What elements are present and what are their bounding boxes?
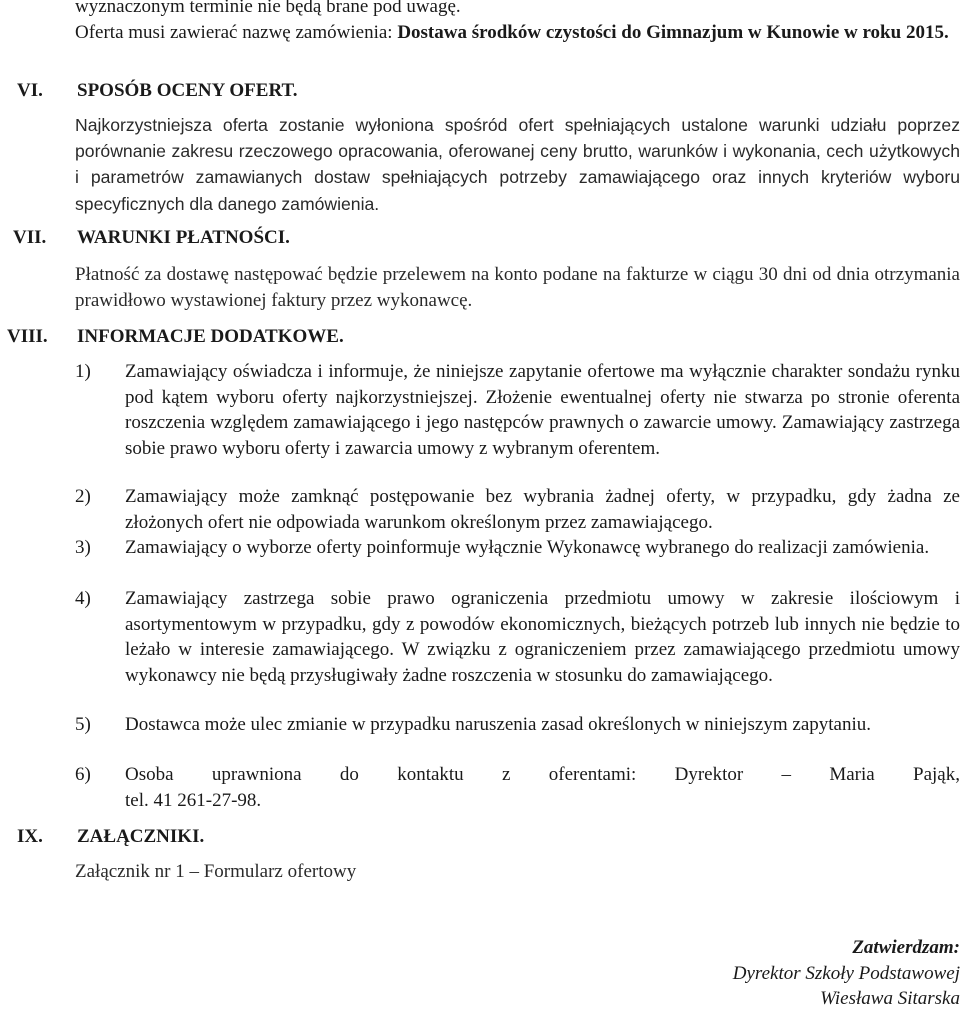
contact-line: Osoba uprawniona do kontaktu z oferentami: Dyrektor – Maria Pająk, [125,764,960,785]
intro-line-2 [75,20,960,46]
list-item-2-text: Zamawiający może zamknąć postępowanie bez wybrania żadnej oferty, w przypadku, gdy żadna ze złożonych ofert nie odpowiada warunkom określonym przez zamawiającego. [125,486,960,533]
list-item-4-number: 4) [75,588,91,609]
section-vi-text: Najkorzystniejsza oferta zostanie wyłoniona spośród ofert spełniających ustalone warunki udziału poprzez porównanie zakresu rzeczowego opracowania, oferowanej ceny brutto, warunków i wykonania, cech użytkowych i parametrów zamawianych dostaw spełniających potrzeby zamawiającego oraz innych kryteriów wyboru specyficznych dla danego zamówienia. [75,115,960,214]
signature-heading: Zatwierdzam: [852,937,960,958]
contact-phone: tel. 41 261-27-98. [125,789,262,811]
list-item-1-text: Zamawiający oświadcza i informuje, że niniejsze zapytanie ofertowe ma wyłącznie charakter sondażu rynku pod kątem wyboru oferty najkorzystniejszej. Złożenie ewentualnej oferty nie stwarza po stronie oferenta roszczenia względem zamawiającego i jego następców prawnych o zawarcie umowy. Zamawiający zastrzega sobie prawo wyboru oferty i zawarcia umowy z wybranym oferentem. [125,361,960,459]
list-item-6-text [125,762,960,813]
section-vii-text: Płatność za dostawę następować będzie przelewem na konto podane na fakturze w ciągu 30 dni od dnia otrzymania prawidłowo wystawionej faktury przez wykonawcę. [75,264,960,311]
list-item-5-number: 5) [75,714,91,735]
intro-block [75,0,960,45]
section-viii-title: INFORMACJE DODATKOWE. [77,326,344,347]
signature-title: Dyrektor Szkoły Podstawowej [732,962,960,984]
list-item-3-text: Zamawiający o wyborze oferty poinformuje wyłącznie Wykonawcę wybranego do realizacji zamówienia. [125,537,930,558]
intro-line-1: wyznaczonym terminie nie będą brane pod uwagę. [75,0,461,17]
list-item-3-number: 3) [75,537,91,558]
signature-block [733,935,960,1012]
section-vi-number: VI. [17,80,43,101]
section-ix-title: ZAŁĄCZNIKI. [77,826,205,847]
section-vii-title: WARUNKI PŁATNOŚCI. [77,227,290,248]
list-item-5-text: Dostawca może ulec zmianie w przypadku naruszenia zasad określonych w niniejszym zapytaniu. [125,714,872,735]
order-name: Dostawa środków czystości do Gimnazjum w Kunowie w roku 2015. [397,21,949,43]
signature-name: Wiesława Sitarska [820,988,960,1009]
section-viii-number: VIII. [7,326,48,347]
list-item-6-number: 6) [75,764,91,785]
section-vii-number: VII. [13,227,47,248]
list-item-1-number: 1) [75,361,91,382]
section-vi-title: SPOSÓB OCENY OFERT. [77,80,298,101]
intro-line-2-prefix: Oferta musi zawierać nazwę zamówienia: [75,21,398,43]
list-item-4-text: Zamawiający zastrzega sobie prawo ograniczenia przedmiotu umowy w zakresie ilościowym i asortymentowym w przypadku, gdy z powodów ekonomicznych, bieżących potrzeb lub innych nie będzie to leżało w interesie zamawiającego. W związku z ograniczeniem przez zamawiającego przedmiotu umowy wykonawcy nie będą przysługiwały żadne roszczenia w stosunku do zamawiającego. [125,588,960,686]
list-item-2-number: 2) [75,486,91,507]
section-ix-number: IX. [17,826,43,847]
section-ix-text: Załącznik nr 1 – Formularz ofertowy [75,861,357,882]
